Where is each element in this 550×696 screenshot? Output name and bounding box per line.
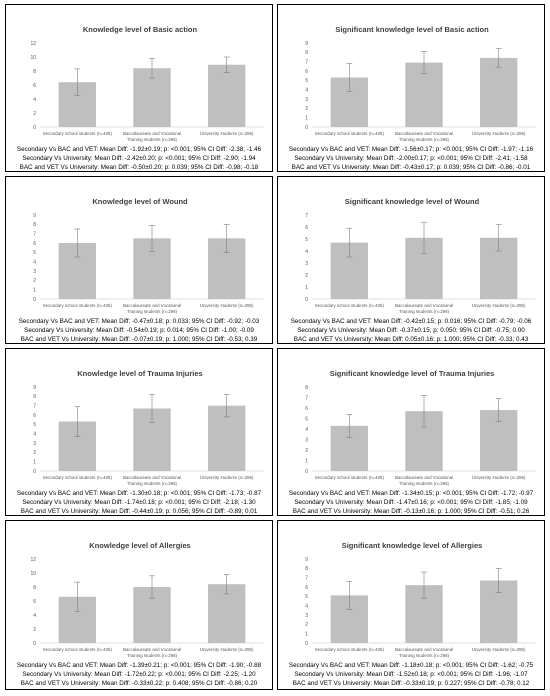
y-tick-label: 4 bbox=[305, 248, 308, 255]
y-tick-label: 1 bbox=[305, 284, 308, 291]
chart-title: Significant knowledge level of Basic action bbox=[335, 25, 489, 34]
y-tick-label: 2 bbox=[33, 110, 36, 117]
stats-line: Secondary Vs BAC and VET: Mean Diff: -0.42±0.15; p: 0.016; 95% CI Diff: -0.79; -0.06 bbox=[290, 318, 532, 325]
x-tick-label: Secondary school students (n=405) bbox=[42, 475, 112, 480]
stats-line: Secondary Vs University: Mean Diff: -0.54±0.19; p: 0.014; 95% CI Diff: -1.00; -0.09 bbox=[24, 327, 254, 334]
x-tick-label-line: Baccalaureate and Vocational bbox=[394, 475, 454, 480]
y-tick-label: 4 bbox=[305, 426, 308, 433]
x-tick-label: Secondary school students (n=405) bbox=[314, 303, 384, 308]
y-tick-label: 3 bbox=[305, 260, 308, 267]
y-tick-label: 0 bbox=[305, 640, 308, 647]
y-tick-label: 10 bbox=[30, 54, 36, 61]
bar bbox=[480, 58, 517, 127]
stats-line: Secondary Vs University: Mean Diff: -1.72±0.22; p: <0.001; 95% CI Diff: -2.25; -1.20 bbox=[22, 671, 256, 678]
y-tick-label: 6 bbox=[305, 224, 308, 231]
chart-title: Significant knowledge level of Allergies bbox=[341, 541, 483, 550]
x-tick-label-line: Training students (n=298) bbox=[127, 137, 177, 142]
y-tick-label: 7 bbox=[305, 212, 308, 219]
y-tick-label: 4 bbox=[33, 431, 36, 438]
x-tick-label bbox=[395, 131, 453, 142]
y-tick-label: 2 bbox=[305, 106, 308, 113]
chart-title: Knowledge level of Trauma Injuries bbox=[77, 369, 203, 378]
y-tick-label: 8 bbox=[305, 384, 308, 391]
y-tick-label: 8 bbox=[33, 394, 36, 401]
x-tick-label: University students (n=395) bbox=[199, 647, 254, 652]
y-tick-label: 3 bbox=[33, 268, 36, 275]
y-tick-label: 7 bbox=[33, 231, 36, 238]
stats-line: Secondary Vs University: Mean Diff: -1.47±0.16; p: <0.001; 95% CI Diff: -1.85; -1.09 bbox=[294, 499, 528, 506]
stats-block bbox=[278, 317, 544, 344]
y-tick-label: 2 bbox=[305, 272, 308, 279]
y-tick-label: 9 bbox=[305, 40, 308, 47]
y-tick-label: 10 bbox=[30, 570, 36, 577]
stats-block bbox=[6, 661, 272, 688]
stats-line: Secondary Vs University: Mean Diff: -2.42±0.20; p: <0.001; 95% CI Diff: -2.90; -1.94 bbox=[22, 155, 256, 162]
bar bbox=[208, 65, 245, 127]
y-tick-label: 1 bbox=[305, 631, 308, 638]
chart-panel bbox=[5, 4, 273, 172]
x-tick-label: University students (n=395) bbox=[199, 475, 254, 480]
stats-line: BAC and VET Vs University: Mean Diff: -0.44±0.19; p: 0.056; 95% CI Diff: -0.89; 0.01 bbox=[20, 508, 258, 515]
y-tick-label: 8 bbox=[305, 566, 308, 573]
stats-block bbox=[6, 489, 272, 516]
x-tick-label: Secondary school students (n=405) bbox=[314, 647, 384, 652]
y-tick-label: 6 bbox=[305, 68, 308, 75]
x-tick-label bbox=[123, 647, 181, 658]
x-tick-label bbox=[395, 475, 453, 486]
stats-line: BAC and VET Vs University: Mean Diff: -0.13±0.16; p: 1.000; 95% CI Diff: -0.51; 0.26 bbox=[292, 508, 530, 515]
y-tick-label: 7 bbox=[33, 403, 36, 410]
chart-panel bbox=[277, 348, 545, 516]
x-tick-label-line: Baccalaureate and Vocational bbox=[122, 647, 182, 652]
y-tick-label: 5 bbox=[305, 78, 308, 85]
y-tick-label: 2 bbox=[305, 447, 308, 454]
x-tick-label: Secondary school students (n=405) bbox=[314, 131, 384, 136]
y-tick-label: 6 bbox=[33, 82, 36, 89]
y-tick-label: 3 bbox=[33, 440, 36, 447]
y-tick-label: 9 bbox=[33, 212, 36, 219]
x-tick-label: Secondary school students (n=405) bbox=[42, 303, 112, 308]
stats-block bbox=[278, 661, 544, 688]
x-tick-label: University students (n=395) bbox=[471, 303, 526, 308]
y-tick-label: 4 bbox=[33, 259, 36, 266]
stats-line: Secondary Vs BAC and VET: Mean Diff: -1.56±0.17; p: <0.001; 95% CI Diff: -1.97; -1.16 bbox=[288, 146, 534, 153]
y-tick-label: 8 bbox=[33, 584, 36, 591]
y-tick-label: 4 bbox=[33, 612, 36, 619]
y-tick-label: 12 bbox=[30, 556, 36, 563]
y-tick-label: 8 bbox=[33, 222, 36, 229]
x-tick-label: Secondary school students (n=405) bbox=[314, 475, 384, 480]
x-tick-label bbox=[123, 303, 181, 314]
chart-title: Significant knowledge level of Trauma Injuries bbox=[329, 369, 495, 378]
stats-line: BAC and VET Vs University: Mean Diff: -0.33±0.22; p: 0.408; 95% CI Diff: -0.86; 0.20 bbox=[20, 680, 258, 687]
y-tick-label: 1 bbox=[33, 287, 36, 294]
stats-line: BAC and VET Vs University: Mean Diff: 0.05±0.16; p: 1.000; 95% CI Diff: -0.33; 0.43 bbox=[293, 336, 529, 343]
stats-line: Secondary Vs BAC and VET: Mean Diff: -1.18±0.18; p: <0.001; 95% CI Diff: -1.62; -0.75 bbox=[288, 662, 534, 669]
chart-panel bbox=[277, 4, 545, 172]
chart-title: Knowledge level of Allergies bbox=[89, 541, 191, 550]
y-tick-label: 3 bbox=[305, 96, 308, 103]
y-tick-label: 2 bbox=[305, 622, 308, 629]
y-tick-label: 9 bbox=[33, 384, 36, 391]
chart-title: Significant knowledge level of Wound bbox=[344, 197, 480, 206]
y-tick-label: 4 bbox=[305, 603, 308, 610]
stats-line: Secondary Vs BAC and VET: Mean Diff: -1.39±0.21; p: <0.001; 95% CI Diff: -1.90; -0.88 bbox=[16, 662, 262, 669]
x-tick-label: Secondary school students (n=405) bbox=[42, 647, 112, 652]
y-tick-label: 0 bbox=[33, 296, 36, 303]
y-tick-label: 7 bbox=[305, 59, 308, 66]
y-tick-label: 7 bbox=[305, 575, 308, 582]
x-tick-label-line: Training students (n=298) bbox=[127, 309, 177, 314]
y-tick-label: 6 bbox=[33, 412, 36, 419]
stats-line: Secondary Vs University: Mean Diff: -2.00±0.17; p: <0.001; 95% CI Diff: -2.41; -1.58 bbox=[294, 155, 528, 162]
x-tick-label-line: Baccalaureate and Vocational bbox=[122, 475, 182, 480]
y-tick-label: 5 bbox=[305, 594, 308, 601]
x-tick-label-line: Baccalaureate and Vocational bbox=[394, 131, 454, 136]
x-tick-label-line: Training students (n=298) bbox=[127, 481, 177, 486]
stats-line: Secondary Vs BAC and VET: Mean Diff: -1.30±0.18; p: <0.001; 95% CI Diff: -1.73; -0.87 bbox=[16, 490, 262, 497]
y-tick-label: 7 bbox=[305, 395, 308, 402]
y-tick-label: 12 bbox=[30, 40, 36, 47]
x-tick-label bbox=[395, 647, 453, 658]
x-tick-label-line: Training students (n=298) bbox=[399, 653, 449, 658]
y-tick-label: 3 bbox=[305, 437, 308, 444]
y-tick-label: 6 bbox=[305, 405, 308, 412]
stats-line: BAC and VET Vs University: Mean Diff: -0.07±0.19; p: 1.000; 95% CI Diff: -0.53; 0.39 bbox=[20, 336, 258, 343]
stats-line: Secondary Vs BAC and VET: Mean Diff: -0.47±0.18; p: 0.033; 95% CI Diff: -0.92; -0.03 bbox=[18, 318, 260, 325]
y-tick-label: 0 bbox=[305, 468, 308, 475]
y-tick-label: 8 bbox=[305, 50, 308, 57]
chart-panel bbox=[277, 520, 545, 690]
stats-block bbox=[278, 489, 544, 516]
y-tick-label: 2 bbox=[33, 278, 36, 285]
chart-panel bbox=[5, 520, 273, 690]
y-tick-label: 5 bbox=[305, 416, 308, 423]
stats-line: BAC and VET Vs University: Mean Diff: -0.33±0.19; p: 0.227; 95% CI Diff: -0.78; 0.12 bbox=[292, 680, 530, 687]
stats-line: Secondary Vs University: Mean Diff: -1.52±0.18; p: <0.001; 95% CI Diff: -1.96; -1.07 bbox=[294, 671, 528, 678]
y-tick-label: 0 bbox=[305, 124, 308, 131]
stats-line: Secondary Vs University: Mean Diff: -0.37±0.15; p: 0.050; 95% CI Diff: -0.75; 0.00 bbox=[297, 327, 525, 334]
stats-line: Secondary Vs BAC and VET: Mean Diff: -1.34±0.15; p: <0.001; 95% CI Diff: -1.72; -0.97 bbox=[288, 490, 534, 497]
chart-panel bbox=[5, 348, 273, 516]
chart-panel bbox=[5, 176, 273, 344]
y-tick-label: 2 bbox=[33, 450, 36, 457]
y-tick-label: 4 bbox=[305, 87, 308, 94]
x-tick-label bbox=[123, 475, 181, 486]
y-tick-label: 8 bbox=[33, 68, 36, 75]
stats-block bbox=[6, 317, 272, 344]
y-tick-label: 5 bbox=[33, 422, 36, 429]
y-tick-label: 0 bbox=[33, 640, 36, 647]
x-tick-label-line: Baccalaureate and Vocational bbox=[122, 131, 182, 136]
y-tick-label: 0 bbox=[305, 296, 308, 303]
x-tick-label: University students (n=395) bbox=[199, 303, 254, 308]
stats-block bbox=[6, 145, 272, 172]
stats-line: Secondary Vs University: Mean Diff: -1.74±0.18; p: <0.001; 95% CI Diff: -2.18; -1.30 bbox=[22, 499, 256, 506]
chart-title: Knowledge level of Basic action bbox=[82, 25, 198, 34]
x-tick-label: University students (n=395) bbox=[471, 475, 526, 480]
stats-line: Secondary Vs BAC and VET: Mean Diff: -1.92±0.19; p: <0.001; 95% CI Diff: -2.38; -1.46 bbox=[16, 146, 262, 153]
y-tick-label: 0 bbox=[33, 468, 36, 475]
chart-panel bbox=[277, 176, 545, 344]
x-tick-label bbox=[395, 303, 453, 314]
stats-line: BAC and VET Vs University: Mean Diff: -0.43±0.17; p: 0.039; 95% CI Diff: -0.86; -0.01 bbox=[291, 164, 531, 171]
x-tick-label-line: Training students (n=298) bbox=[399, 481, 449, 486]
x-tick-label-line: Baccalaureate and Vocational bbox=[394, 647, 454, 652]
x-tick-label: Secondary school students (n=405) bbox=[42, 131, 112, 136]
y-tick-label: 1 bbox=[305, 115, 308, 122]
x-tick-label-line: Training students (n=298) bbox=[399, 309, 449, 314]
y-tick-label: 6 bbox=[305, 584, 308, 591]
y-tick-label: 6 bbox=[33, 240, 36, 247]
x-tick-label: University students (n=395) bbox=[471, 131, 526, 136]
y-tick-label: 3 bbox=[305, 612, 308, 619]
x-tick-label bbox=[123, 131, 181, 142]
y-tick-label: 9 bbox=[305, 556, 308, 563]
x-tick-label-line: Training students (n=298) bbox=[127, 653, 177, 658]
y-tick-label: 6 bbox=[33, 598, 36, 605]
stats-line: BAC and VET Vs University: Mean Diff: -0.50±0.20; p: 0.039; 95% CI Diff: -0.98; -0.18 bbox=[19, 164, 259, 171]
y-tick-label: 2 bbox=[33, 626, 36, 633]
y-tick-label: 4 bbox=[33, 96, 36, 103]
chart-title: Knowledge level of Wound bbox=[92, 197, 188, 206]
y-tick-label: 5 bbox=[33, 250, 36, 257]
y-tick-label: 5 bbox=[305, 236, 308, 243]
x-tick-label: University students (n=395) bbox=[199, 131, 254, 136]
y-tick-label: 1 bbox=[305, 458, 308, 465]
x-tick-label: University students (n=395) bbox=[471, 647, 526, 652]
y-tick-label: 0 bbox=[33, 124, 36, 131]
y-tick-label: 1 bbox=[33, 459, 36, 466]
x-tick-label-line: Baccalaureate and Vocational bbox=[394, 303, 454, 308]
x-tick-label-line: Training students (n=298) bbox=[399, 137, 449, 142]
stats-block bbox=[278, 145, 544, 172]
x-tick-label-line: Baccalaureate and Vocational bbox=[122, 303, 182, 308]
